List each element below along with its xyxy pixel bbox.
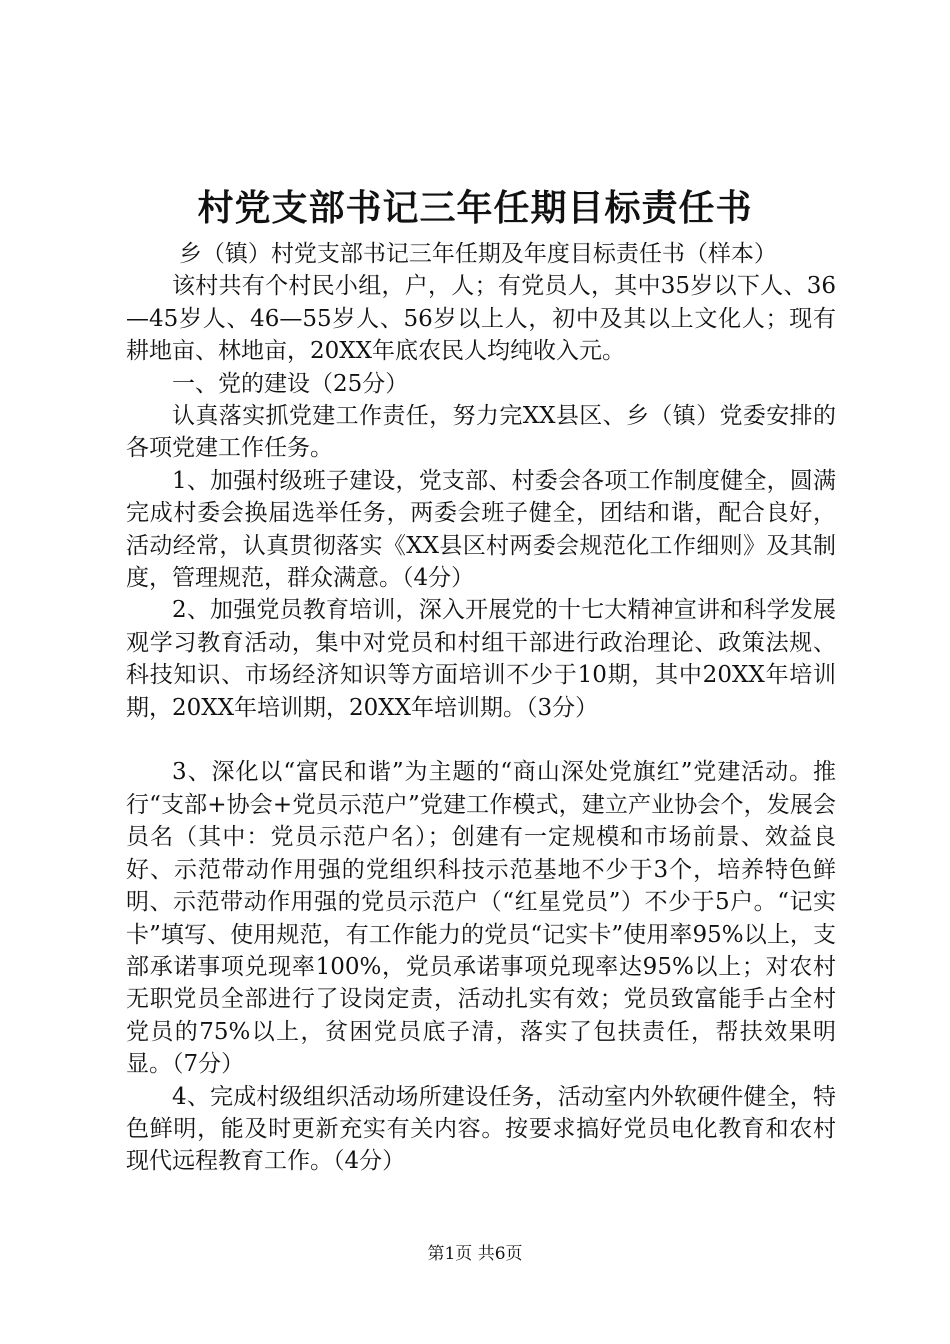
document-title: 村党支部书记三年任期目标责任书 (197, 187, 753, 229)
subtitle-paragraph: 乡（镇）村党支部书记三年任期及年度目标责任书（样本） (178, 241, 777, 267)
page-number-footer: 第1页 共6页 (427, 1244, 523, 1264)
item-4-paragraph: 4、完成村级组织活动场所建设任务，活动室内外软硬件健全，特色鲜明，能及时更新充实有关内容。按要求搞好党员电化教育和农村现代远程教育工作。（4分） (126, 1083, 836, 1175)
item-1-paragraph: 1、加强村级班子建设，党支部、村委会各项工作制度健全，圆满完成村委会换届选举任务，两委会班子健全，团结和谐，配合良好，活动经常，认真贯彻落实《XX县区村两委会规范化工作细则》及其制度，管理规范，群众满意。（4分） (126, 467, 836, 592)
section-heading: 一、党的建设（25分） (172, 370, 409, 397)
paragraph-spacer (126, 724, 836, 756)
document-body (126, 238, 836, 1178)
item-2-paragraph: 2、加强党员教育培训，深入开展党的十七大精神宣讲和科学发展观学习教育活动，集中对党员和村组干部进行政治理论、政策法规、科技知识、市场经济知识等方面培训不少于10期，其中20XX年培训期，20XX年培训期，20XX年培训期。（3分） (126, 597, 836, 721)
section-intro-paragraph: 认真落实抓党建工作责任，努力完XX县区、乡（镇）党委安排的各项党建工作任务。 (126, 403, 836, 462)
village-overview-paragraph: 该村共有个村民小组，户，人；有党员人，其中35岁以下人、36—45岁人、46—55岁人、56岁以上人，初中及其以上文化人；现有耕地亩、林地亩，20XX年底农民人均纯收入元。 (126, 273, 836, 365)
item-3-paragraph: 3、深化以“富民和谐”为主题的“商山深处党旗红”党建活动。推行“支部+协会+党员示范户”党建工作模式，建立产业协会个，发展会员名（其中：党员示范户名）；创建有一定规模和市场前景、效益良好、示范带动作用强的党组织科技示范基地不少于3个，培养特色鲜明、示范带动作用强的党员示范户（“红星党员”）不少于5户。“记实卡”填写、使用规范，有工作能力的党员“记实卡”使用率95%以上，支部承诺事项兑现率100%，党员承诺事项兑现率达95%以上；对农村无职党员全部进行了设岗定责，活动扎实有效；党员致富能手占全村党员的75%以上，贫困党员底子清，落实了包扶责任，帮扶效果明显。（7分） (126, 759, 836, 1078)
